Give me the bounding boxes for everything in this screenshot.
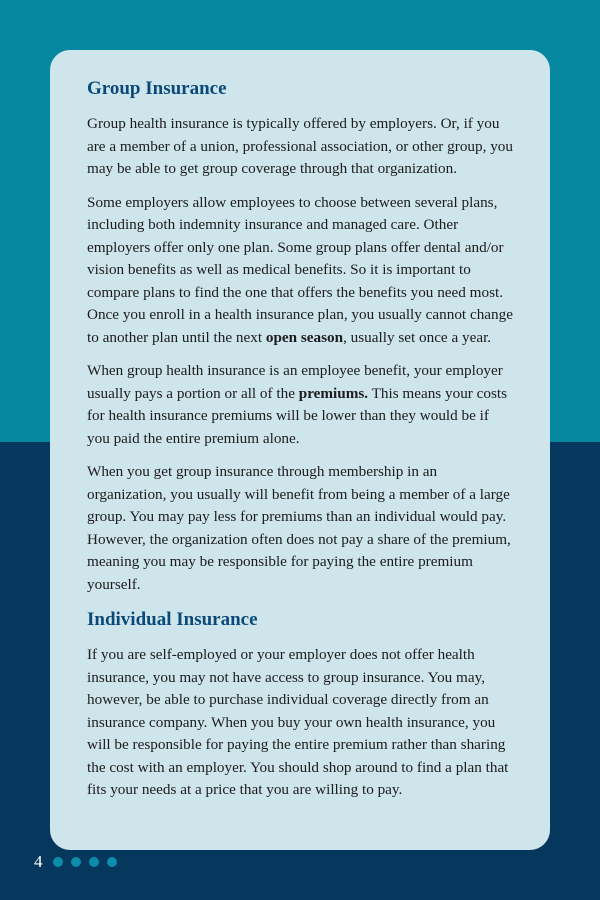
- decorative-dot-icon: [53, 857, 63, 867]
- decorative-dot-icon: [71, 857, 81, 867]
- decorative-dot-icon: [89, 857, 99, 867]
- page-number: 4: [34, 852, 43, 871]
- section-heading-individual-insurance: Individual Insurance: [87, 609, 258, 630]
- paragraph: When group health insurance is an employee benefit, your employer usually pays a portion or all of the premiums. This means your costs for health insurance premiums will be lower than they would be if you paid the entire premium alone.: [87, 362, 508, 447]
- paragraph: Group health insurance is typically offered by employers. Or, if you are a member of a union, professional association, or other group, you may be able to get group coverage through that organization.: [87, 115, 513, 177]
- page-footer: [34, 850, 125, 874]
- section-heading-group-insurance: Group Insurance: [87, 78, 227, 99]
- paragraph: Some employers allow employees to choose between several plans, including both indemnity insurance and managed care. Other employers offer only one plan. Some group plans offer dental and/or vision benefits as well as medical benefits. So it is important to compare plans to find the one that offers the benefits you need most. Once you enroll in a health insurance plan, you usually cannot change to another plan until the next open season, usually set once a year.: [87, 193, 513, 346]
- term-open-season: open season: [265, 328, 344, 346]
- term-premiums: premiums.: [298, 384, 369, 402]
- paragraph: When you get group insurance through membership in an organization, you usually will benefit from being a member of a large group. You may pay less for premiums than an individual would pay. However, the organization often does not pay a share of the premium, meaning you may be responsible for paying the entire premium yourself.: [87, 463, 511, 593]
- content-card: [50, 50, 550, 850]
- paragraph: If you are self-employed or your employer does not offer health insurance, you may not have access to group insurance. You may, however, be able to purchase individual coverage directly from an insurance company. When you buy your own health insurance, you will be responsible for paying the entire premium rather than sharing the cost with an employer. You should shop around to find a plan that fits your needs at a price that you are willing to pay.: [87, 646, 509, 798]
- decorative-dot-icon: [107, 857, 117, 867]
